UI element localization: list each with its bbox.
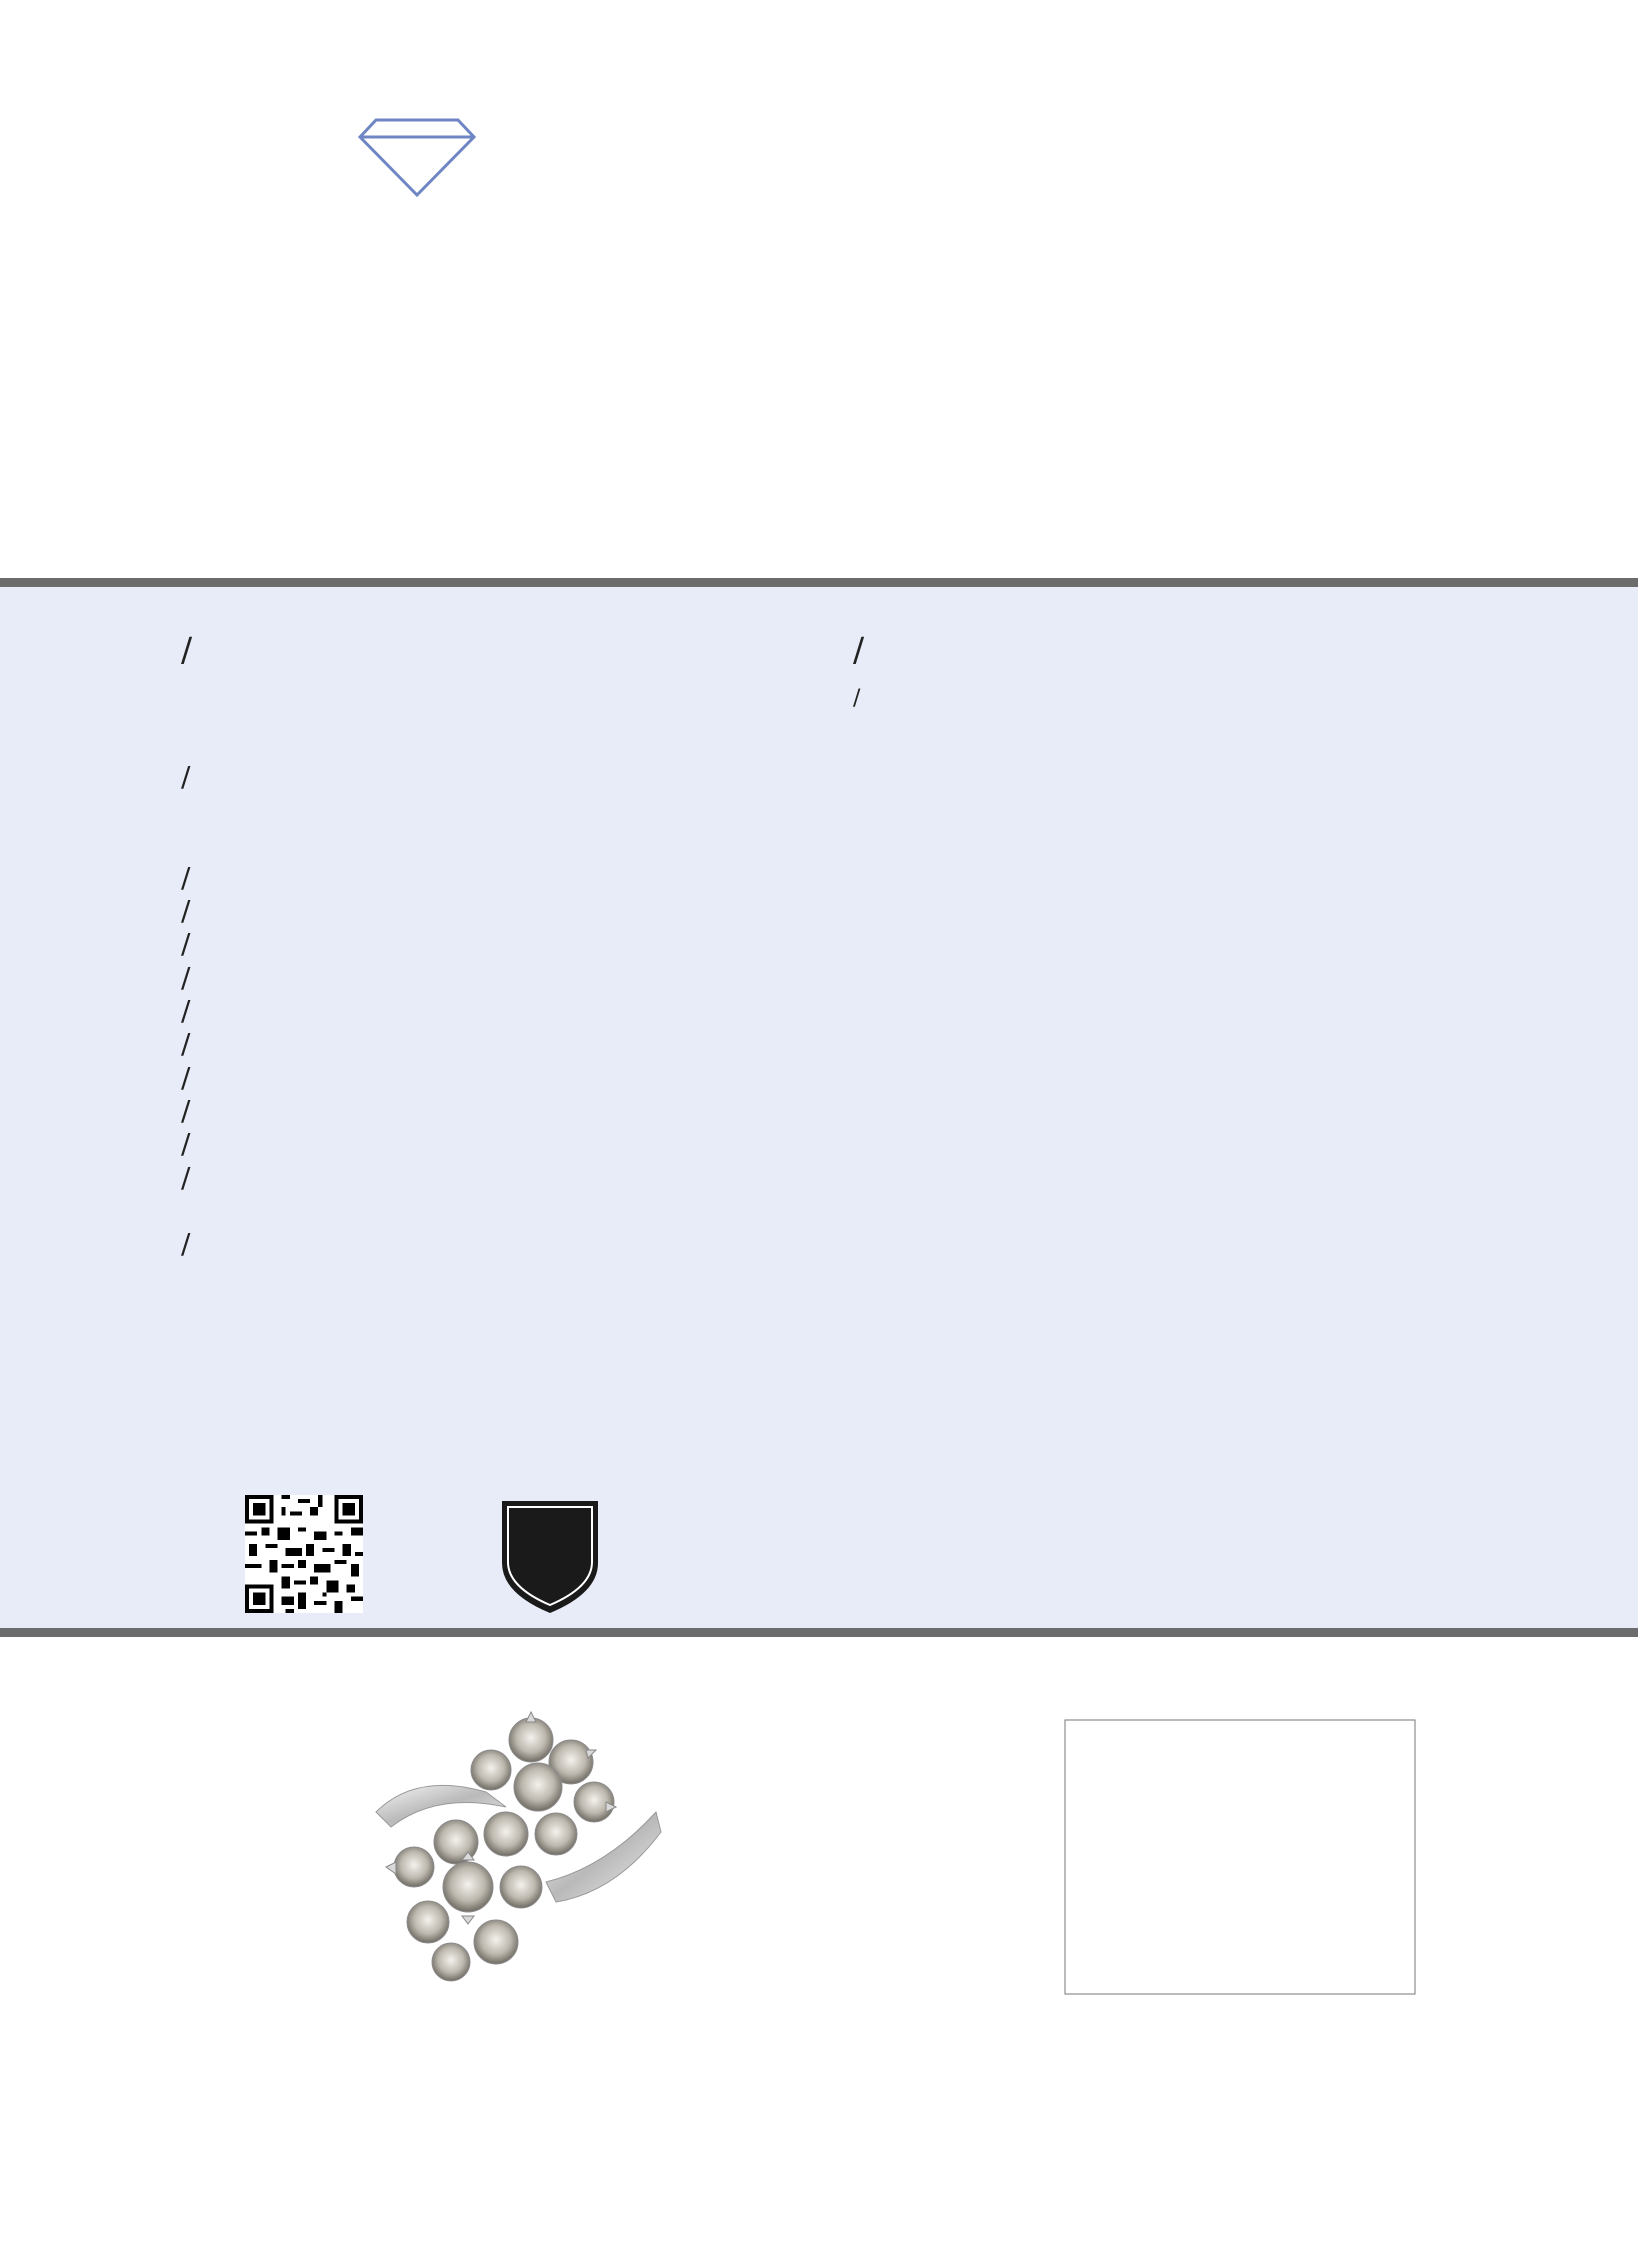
field-label-carat-weight: / [181,927,191,960]
field-label-polish: / [181,1094,191,1127]
field-label-fluorescence: / [181,1161,191,1194]
field-label-description: / [181,760,191,793]
field-label-cut: / [181,894,191,927]
gemtech-shield-emblem [498,1497,602,1617]
date-label: / [181,630,193,669]
bottom-divider [0,1628,1638,1637]
report-band [0,580,1638,1635]
number-label: / [853,630,865,669]
ring-photo [356,1692,706,2006]
field-label-comments: / [181,1227,191,1260]
field-label-clarity-grade: / [181,1027,191,1060]
top-divider [0,578,1638,587]
field-label-measurements: / [181,961,191,994]
field-label-proportion: / [181,1061,191,1094]
field-label-shape: / [181,861,191,894]
gemtech-logo [178,115,758,325]
raman-spectrum-chart [1025,1688,1445,2038]
field-label-symmetry: / [181,1127,191,1160]
qr-code[interactable] [245,1495,363,1613]
page-label: / [853,686,861,711]
field-label-color-grade: / [181,994,191,1027]
